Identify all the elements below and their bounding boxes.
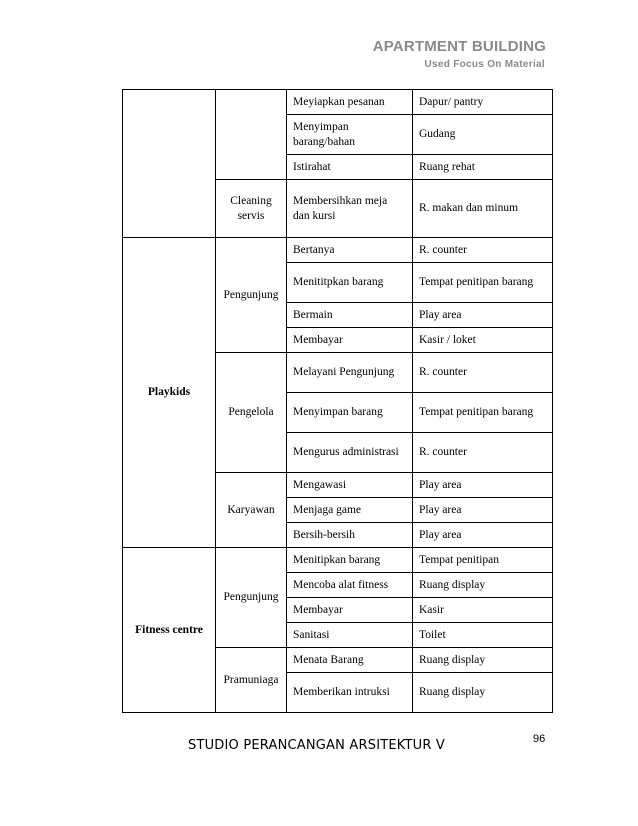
table-row: [123, 548, 553, 573]
room-cell: Tempat penitipan barang: [413, 263, 553, 303]
room-cell: Toilet: [413, 623, 553, 648]
activity-cell: Menyimpan barang: [287, 393, 413, 433]
room-cell: R. makan dan minum: [413, 180, 553, 238]
room-cell: Kasir: [413, 598, 553, 623]
user-cell: Cleaning servis: [216, 180, 287, 238]
room-cell: Gudang: [413, 115, 553, 155]
activity-cell: Menitipkan barang: [287, 548, 413, 573]
activity-cell: Bersih-bersih: [287, 523, 413, 548]
activity-cell: Menata Barang: [287, 648, 413, 673]
room-cell: R. counter: [413, 238, 553, 263]
activity-cell: Bertanya: [287, 238, 413, 263]
activity-cell: Meyiapkan pesanan: [287, 90, 413, 115]
activity-cell: Membayar: [287, 598, 413, 623]
user-cell: Karyawan: [216, 473, 287, 548]
user-cell: Pramuniaga: [216, 648, 287, 713]
room-cell: R. counter: [413, 433, 553, 473]
activity-cell: Menititpkan barang: [287, 263, 413, 303]
table-row: [123, 90, 553, 115]
page-number: 96: [533, 733, 546, 745]
activity-cell: Mengawasi: [287, 473, 413, 498]
activity-table-body: [123, 90, 553, 713]
activity-cell: Melayani Pengunjung: [287, 353, 413, 393]
room-cell: R. counter: [413, 353, 553, 393]
room-cell: Tempat penitipan barang: [413, 393, 553, 433]
activity-cell: Memberikan intruksi: [287, 673, 413, 713]
room-cell: Ruang display: [413, 673, 553, 713]
activity-cell: Mencoba alat fitness: [287, 573, 413, 598]
activity-cell: Istirahat: [287, 155, 413, 180]
facility-cell: Playkids: [123, 238, 216, 548]
header-subtitle: Used Focus On Material: [424, 59, 545, 70]
room-cell: Ruang display: [413, 648, 553, 673]
activity-cell: Menyimpan barang/bahan: [287, 115, 413, 155]
activity-cell: Menjaga game: [287, 498, 413, 523]
activity-cell: Bermain: [287, 303, 413, 328]
room-cell: Tempat penitipan: [413, 548, 553, 573]
activity-cell: Sanitasi: [287, 623, 413, 648]
activity-cell: Membersihkan meja dan kursi: [287, 180, 413, 238]
room-cell: Ruang display: [413, 573, 553, 598]
user-cell: Pengunjung: [216, 238, 287, 353]
table-row: [123, 238, 553, 263]
room-cell: Play area: [413, 523, 553, 548]
activity-cell: Mengurus administrasi: [287, 433, 413, 473]
room-cell: Play area: [413, 303, 553, 328]
room-cell: Play area: [413, 473, 553, 498]
room-cell: Kasir / loket: [413, 328, 553, 353]
user-cell: Pengelola: [216, 353, 287, 473]
user-cell: Pengunjung: [216, 548, 287, 648]
facility-cell: [123, 90, 216, 238]
room-cell: Ruang rehat: [413, 155, 553, 180]
footer-text: STUDIO PERANCANGAN ARSITEKTUR V: [188, 738, 446, 753]
room-cell: Dapur/ pantry: [413, 90, 553, 115]
activity-cell: Membayar: [287, 328, 413, 353]
facility-cell: Fitness centre: [123, 548, 216, 713]
header-title: APARTMENT BUILDING: [372, 38, 546, 55]
user-cell: [216, 90, 287, 180]
activity-table: [122, 89, 553, 713]
room-cell: Play area: [413, 498, 553, 523]
